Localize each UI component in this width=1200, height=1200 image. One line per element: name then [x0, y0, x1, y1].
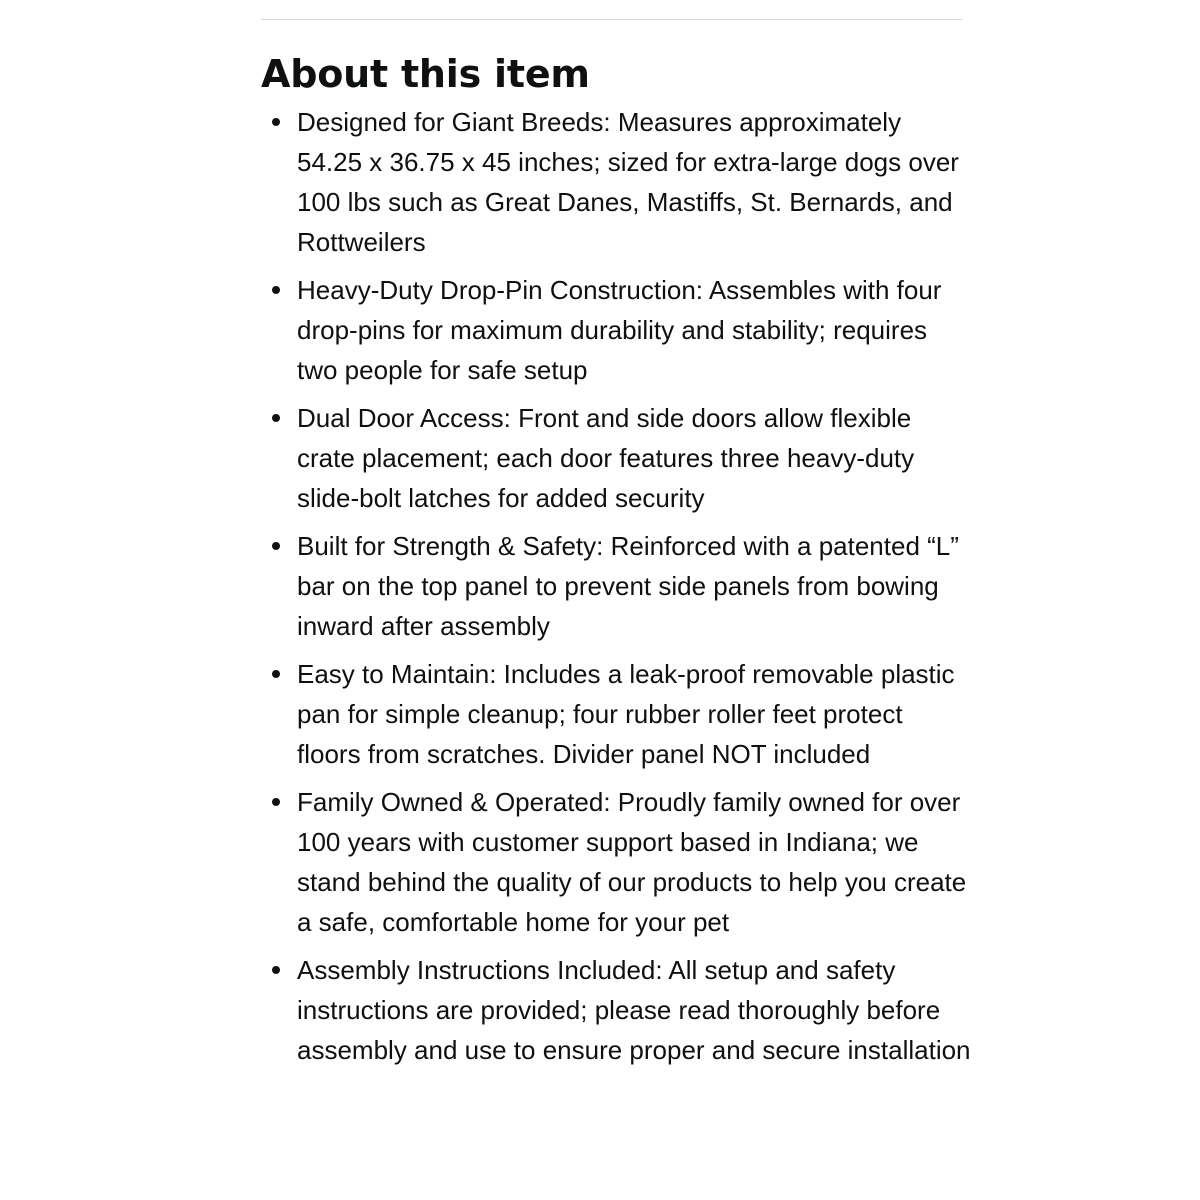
feature-bullet — [261, 654, 971, 774]
section-divider — [261, 19, 962, 20]
feature-bullet-text: Dual Door Access: Front and side doors allow flexible crate placement; each door features three heavy-duty slide-bolt latches for added security — [297, 403, 915, 513]
feature-bullet — [261, 102, 971, 262]
feature-bullet — [261, 270, 971, 390]
bullet-dot-icon — [272, 798, 280, 806]
section-title: About this item — [261, 52, 590, 96]
feature-bullet-text: Family Owned & Operated: Proudly family owned for over 100 years with customer support based in Indiana; we stand behind the quality of our products to help you create a safe, comfortable home for your pet — [297, 787, 967, 937]
feature-bullet-text: Easy to Maintain: Includes a leak-proof removable plastic pan for simple cleanup; four rubber roller feet protect floors from scratches. Divider panel NOT included — [297, 659, 955, 769]
feature-bullet-text: Heavy-Duty Drop-Pin Construction: Assembles with four drop-pins for maximum durability and stability; requires two people for safe setup — [297, 275, 942, 385]
bullet-dot-icon — [272, 414, 280, 422]
bullet-dot-icon — [272, 118, 280, 126]
feature-bullet — [261, 526, 971, 646]
about-this-item-section — [261, 52, 971, 1078]
feature-bullet — [261, 950, 971, 1070]
bullet-dot-icon — [272, 286, 280, 294]
bullet-dot-icon — [272, 670, 280, 678]
bullet-dot-icon — [272, 966, 280, 974]
feature-bullet-text: Assembly Instructions Included: All setup and safety instructions are provided; please read thoroughly before assembly and use to ensure proper and secure installation — [297, 955, 971, 1065]
bullet-dot-icon — [272, 542, 280, 550]
feature-bullet-text: Built for Strength & Safety: Reinforced with a patented “L” bar on the top panel to prevent side panels from bowing inward after assembly — [297, 531, 959, 641]
feature-bullet-list — [261, 102, 971, 1070]
feature-bullet — [261, 398, 971, 518]
feature-bullet — [261, 782, 971, 942]
feature-bullet-text: Designed for Giant Breeds: Measures approximately 54.25 x 36.75 x 45 inches; sized for extra-large dogs over 100 lbs such as Great Danes, Mastiffs, St. Bernards, and Rottweilers — [297, 107, 959, 257]
